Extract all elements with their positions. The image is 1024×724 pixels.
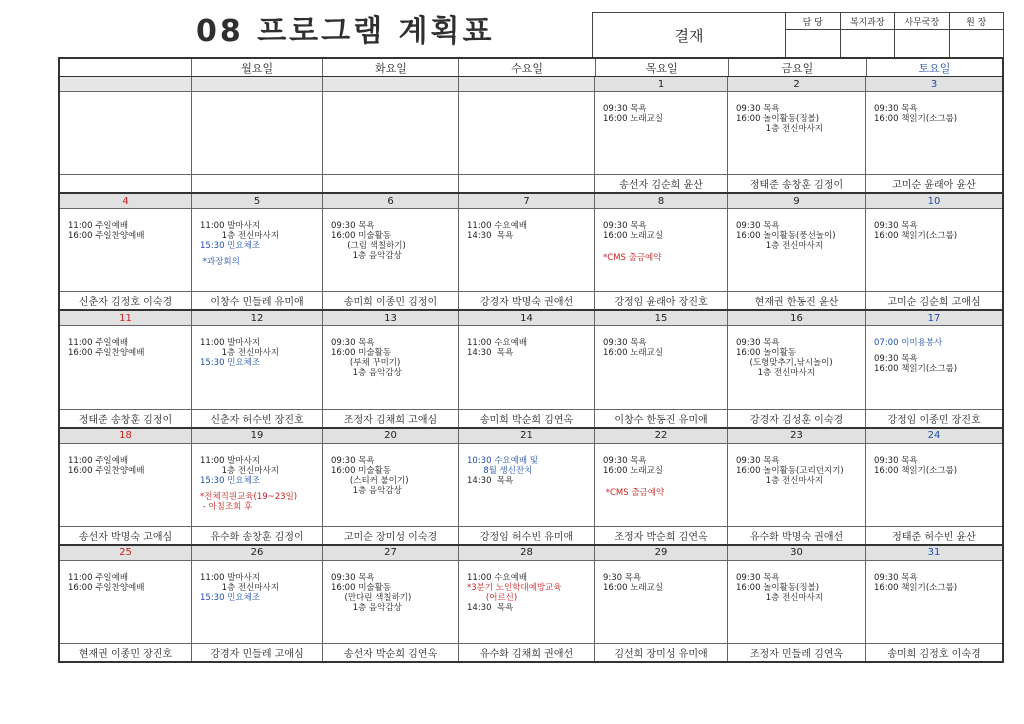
weekday-header: 월요일 <box>192 59 323 76</box>
schedule-line: 1층 음악감상 <box>331 251 402 262</box>
weekday-header: 화요일 <box>323 59 459 76</box>
day-cell <box>595 194 728 309</box>
schedule-line: 11:00 주일예배 <box>68 572 129 583</box>
schedule-body <box>60 209 191 291</box>
day-cell <box>459 77 595 192</box>
schedule-line: *3분기 노인학대예방교육 <box>467 582 562 593</box>
schedule-body <box>459 92 594 174</box>
week-row <box>60 546 1002 661</box>
day-number: 29 <box>595 546 727 561</box>
schedule-line: 09:30 목욕 <box>736 104 780 114</box>
schedule-line: 1층 음악감상 <box>331 368 402 379</box>
schedule-line: 14:30 목욕 <box>467 231 514 242</box>
weekday-header: 수요일 <box>459 59 595 76</box>
approval-column <box>895 13 950 57</box>
staff-names <box>60 174 191 192</box>
schedule-line: 07:00 이미용봉사 <box>874 338 943 349</box>
schedule-line: 1층 전신마사지 <box>736 475 824 486</box>
schedule-line: 11:00 발마사지 <box>200 221 261 232</box>
day-number: 23 <box>728 429 865 444</box>
schedule-line: 11:00 발마사지 <box>200 338 261 349</box>
staff-names: 강경자 김성훈 이숙경 <box>728 409 865 427</box>
staff-names: 송미희 박순희 김연옥 <box>459 409 594 427</box>
schedule-body <box>60 92 191 174</box>
schedule-line: 14:30 목욕 <box>467 348 514 359</box>
day-cell <box>323 429 459 544</box>
schedule-line: 09:30 목욕 <box>603 455 647 466</box>
day-number <box>459 77 594 92</box>
schedule-line: *전체직원교육(19~23일) <box>200 491 298 502</box>
staff-names <box>323 174 458 192</box>
day-cell <box>728 546 866 661</box>
day-number: 21 <box>459 429 594 444</box>
signature-box <box>895 30 949 57</box>
schedule-line: 09:30 목욕 <box>736 338 780 349</box>
schedule-body <box>192 326 322 408</box>
staff-names: 강경자 민들레 고애심 <box>192 643 322 661</box>
day-number: 7 <box>459 194 594 209</box>
schedule-line: 16:00 미술활동 <box>331 465 392 476</box>
schedule-line: *CMS 출금예약 <box>603 487 665 498</box>
day-cell <box>459 429 595 544</box>
day-cell <box>60 77 192 192</box>
schedule-body <box>866 326 1002 408</box>
day-cell <box>595 77 728 192</box>
day-number <box>192 77 322 92</box>
staff-names: 이창수 민들레 유미애 <box>192 291 322 309</box>
day-cell <box>459 194 595 309</box>
staff-names: 신춘자 김정호 이숙경 <box>60 291 191 309</box>
day-number: 3 <box>866 77 1002 92</box>
approval-role: 원 장 <box>950 13 1004 30</box>
day-number: 17 <box>866 311 1002 326</box>
schedule-line: 1층 음악감상 <box>331 485 402 496</box>
staff-names: 조정자 김채희 고애심 <box>323 409 458 427</box>
schedule-line: 11:00 발마사지 <box>200 455 261 466</box>
day-number: 18 <box>60 429 191 444</box>
staff-names: 송미희 이종민 김정이 <box>323 291 458 309</box>
schedule-line: 09:30 목욕 <box>331 221 375 232</box>
day-cell <box>60 311 192 426</box>
weekday-header <box>60 59 192 76</box>
schedule-line: 1층 전신마사지 <box>200 348 279 359</box>
day-number: 28 <box>459 546 594 561</box>
schedule-body <box>866 561 1002 643</box>
signature-box <box>786 30 840 57</box>
staff-names: 유수화 박명숙 권애선 <box>728 526 865 544</box>
staff-names <box>192 174 322 192</box>
schedule-body <box>323 326 458 408</box>
schedule-line: 16:00 노래교실 <box>603 114 664 124</box>
schedule-line: 16:00 노래교실 <box>603 465 664 476</box>
day-number: 24 <box>866 429 1002 444</box>
staff-names: 김선희 장미성 유미애 <box>595 643 727 661</box>
staff-names: 현재권 이종민 장진호 <box>60 643 191 661</box>
staff-names: 송선자 박명숙 고애심 <box>60 526 191 544</box>
day-cell <box>728 311 866 426</box>
schedule-body <box>60 561 191 643</box>
weekday-header: 토요일 <box>918 61 951 75</box>
day-cell <box>192 77 323 192</box>
day-number: 5 <box>192 194 322 209</box>
schedule-body <box>459 209 594 291</box>
week-row <box>60 194 1002 311</box>
signature-box <box>950 30 1004 57</box>
day-cell <box>728 77 866 192</box>
schedule-line: 16:00 주일찬양예배 <box>68 582 145 593</box>
schedule-line: (만다린 색칠하기) <box>331 592 412 603</box>
day-cell <box>866 429 1002 544</box>
staff-names: 유수화 송창훈 김정이 <box>192 526 322 544</box>
schedule-line: 16:00 미술활동 <box>331 348 392 359</box>
staff-names: 현재권 한동진 윤산 <box>728 291 865 309</box>
day-number: 19 <box>192 429 322 444</box>
schedule-line: 10:30 수요예배 및 <box>467 455 538 466</box>
schedule-body <box>728 326 865 408</box>
schedule-line: 16:00 책읽기(소그룹) <box>874 364 958 375</box>
day-cell <box>60 194 192 309</box>
weekday-header: 목요일 <box>596 59 729 76</box>
schedule-body <box>728 444 865 526</box>
week-row <box>60 429 1002 546</box>
schedule-line: (부채 꾸미기) <box>331 358 401 369</box>
schedule-line: 8월 생신잔치 <box>467 465 533 476</box>
staff-names: 정태준 허수빈 윤산 <box>866 526 1002 544</box>
staff-names: 고미순 김순희 고애심 <box>866 291 1002 309</box>
schedule-body <box>728 92 865 174</box>
approval-column <box>950 13 1004 57</box>
staff-names: 이창수 한동진 유미애 <box>595 409 727 427</box>
schedule-line: 09:30 목욕 <box>603 221 647 232</box>
day-number: 15 <box>595 311 727 326</box>
staff-names: 고미순 장미성 이숙경 <box>323 526 458 544</box>
schedule-line: 16:00 미술활동 <box>331 231 392 242</box>
schedule-body <box>192 444 322 526</box>
approval-box <box>592 12 1004 58</box>
schedule-line: 09:30 목욕 <box>874 104 918 114</box>
schedule-line: (어르신) <box>467 592 518 603</box>
schedule-body <box>192 209 322 291</box>
schedule-body <box>459 561 594 643</box>
schedule-body <box>323 561 458 643</box>
approval-role: 담 당 <box>786 13 840 30</box>
signature-box <box>841 30 895 57</box>
schedule-line: 09:30 목욕 <box>736 455 780 466</box>
day-cell <box>728 194 866 309</box>
schedule-line: 14:30 목욕 <box>467 602 514 613</box>
schedule-line: 16:00 놀이활동(풍선놀이) <box>736 231 836 242</box>
schedule-body <box>595 561 727 643</box>
staff-names: 강정임 허수빈 유미애 <box>459 526 594 544</box>
schedule-line: 09:30 목욕 <box>331 572 375 583</box>
schedule-line: 11:00 수요예배 <box>467 572 528 583</box>
schedule-line: *과장회의 <box>200 257 240 268</box>
schedule-body <box>866 209 1002 291</box>
schedule-line: 11:00 수요예배 <box>467 338 528 349</box>
schedule-line: 14:30 목욕 <box>467 475 514 486</box>
day-cell <box>323 546 459 661</box>
schedule-line: 16:00 책읽기(소그룹) <box>874 582 958 593</box>
day-number: 4 <box>60 194 191 209</box>
schedule-body <box>595 444 727 526</box>
schedule-line: 11:00 주일예배 <box>68 338 129 349</box>
page-title: 08 프로그램 계획표 <box>196 14 495 49</box>
day-cell <box>866 194 1002 309</box>
schedule-line: 16:00 책읽기(소그룹) <box>874 231 958 242</box>
day-cell <box>595 429 728 544</box>
schedule-body <box>866 92 1002 174</box>
day-cell <box>728 429 866 544</box>
day-cell <box>595 546 728 661</box>
day-cell <box>192 194 323 309</box>
schedule-line: 15:30 민요체조 <box>200 475 261 486</box>
schedule-line: 9:30 목욕 <box>603 572 642 583</box>
schedule-line: 1층 전신마사지 <box>200 465 279 476</box>
schedule-body <box>323 209 458 291</box>
day-cell <box>866 311 1002 426</box>
schedule-body <box>595 209 727 291</box>
day-cell <box>192 311 323 426</box>
week-row <box>60 77 1002 194</box>
schedule-line: 09:30 목욕 <box>874 354 918 365</box>
approval-role: 복지과장 <box>841 13 895 30</box>
schedule-body <box>323 444 458 526</box>
staff-names: 송선자 박순희 김연옥 <box>323 643 458 661</box>
day-number: 14 <box>459 311 594 326</box>
schedule-body <box>323 92 458 174</box>
day-number: 1 <box>595 77 727 92</box>
schedule-body <box>459 326 594 408</box>
schedule-body <box>595 92 727 174</box>
day-number: 30 <box>728 546 865 561</box>
schedule-body <box>728 561 865 643</box>
day-number: 20 <box>323 429 458 444</box>
day-cell <box>595 311 728 426</box>
weekday-header: 금요일 <box>729 59 867 76</box>
day-number: 27 <box>323 546 458 561</box>
schedule-line: 16:00 놀이활동(징볼) <box>736 582 820 593</box>
schedule-line: 1층 전신마사지 <box>736 368 815 379</box>
schedule-line: (도형맞추기,낚시놀이) <box>736 358 833 369</box>
day-number: 6 <box>323 194 458 209</box>
schedule-line: 1층 전신마사지 <box>200 582 279 593</box>
schedule-line: 16:00 노래교실 <box>603 231 664 242</box>
day-number: 16 <box>728 311 865 326</box>
schedule-line: 11:00 주일예배 <box>68 221 129 232</box>
schedule-line: 1층 전신마사지 <box>736 241 824 252</box>
day-number <box>60 77 191 92</box>
schedule-line: 09:30 목욕 <box>736 221 780 232</box>
schedule-line: 11:00 발마사지 <box>200 572 261 583</box>
staff-names: 정태준 송창훈 김정이 <box>60 409 191 427</box>
weekday-header-row <box>60 59 1002 77</box>
schedule-body <box>192 561 322 643</box>
day-cell <box>323 77 459 192</box>
schedule-line: 1층 전신마사지 <box>736 592 824 603</box>
approval-label: 결재 <box>593 13 786 57</box>
schedule-line: 11:00 주일예배 <box>68 455 129 466</box>
day-number: 2 <box>728 77 865 92</box>
day-number: 12 <box>192 311 322 326</box>
schedule-line: 09:30 목욕 <box>736 572 780 583</box>
schedule-line: 16:00 노래교실 <box>603 348 664 359</box>
schedule-line: 09:30 목욕 <box>603 338 647 349</box>
schedule-line: 11:00 수요예배 <box>467 221 528 232</box>
schedule-line: 16:00 미술활동 <box>331 582 392 593</box>
staff-names: 유수화 김채희 권애선 <box>459 643 594 661</box>
schedule-line: 1층 전신마사지 <box>200 231 279 242</box>
schedule-line: 09:30 목욕 <box>874 455 918 466</box>
staff-names <box>459 174 594 192</box>
day-cell <box>459 311 595 426</box>
day-number: 10 <box>866 194 1002 209</box>
day-number: 25 <box>60 546 191 561</box>
schedule-line: - 아침조회 후 <box>200 501 253 512</box>
schedule-line: 15:30 민요체조 <box>200 592 261 603</box>
staff-names: 강정임 윤래아 장진호 <box>595 291 727 309</box>
schedule-line: 09:30 목욕 <box>331 455 375 466</box>
schedule-body <box>60 326 191 408</box>
day-number: 11 <box>60 311 191 326</box>
schedule-body <box>60 444 191 526</box>
day-number: 8 <box>595 194 727 209</box>
schedule-line: 09:30 목욕 <box>874 221 918 232</box>
schedule-line: 1층 음악감상 <box>331 602 402 613</box>
schedule-line: 16:00 노래교실 <box>603 582 664 593</box>
approval-role: 사무국장 <box>895 13 949 30</box>
day-number: 22 <box>595 429 727 444</box>
day-number <box>323 77 458 92</box>
schedule-line: 15:30 민요체조 <box>200 241 261 252</box>
staff-names: 송미희 김정호 이숙경 <box>866 643 1002 661</box>
day-cell <box>866 546 1002 661</box>
schedule-line: 15:30 민요체조 <box>200 358 261 369</box>
staff-names: 송선자 김순희 윤산 <box>595 174 727 192</box>
day-cell <box>60 429 192 544</box>
day-cell <box>459 546 595 661</box>
schedule-line: 16:00 놀이활동(고리던지기) <box>736 465 844 476</box>
schedule-line: (그림 색칠하기) <box>331 241 406 252</box>
schedule-line: 16:00 주일찬양예배 <box>68 348 145 359</box>
staff-names: 고미순 윤래아 윤산 <box>866 174 1002 192</box>
day-cell <box>323 311 459 426</box>
schedule-line: 1층 전신마사지 <box>736 124 824 134</box>
approval-column <box>841 13 896 57</box>
schedule-line: *CMS 출금예약 <box>603 253 662 264</box>
schedule-body <box>192 92 322 174</box>
schedule-line: (스티커 붙이기) <box>331 475 409 486</box>
schedule-line: 16:00 주일찬양예배 <box>68 231 145 242</box>
schedule-body <box>595 326 727 408</box>
staff-names: 강정임 이종민 장진호 <box>866 409 1002 427</box>
day-cell <box>60 546 192 661</box>
schedule-body <box>728 209 865 291</box>
schedule-body <box>866 444 1002 526</box>
staff-names: 조정자 민들레 김연옥 <box>728 643 865 661</box>
schedule-line: 09:30 목욕 <box>603 104 647 114</box>
schedule-line: 16:00 주일찬양예배 <box>68 465 145 476</box>
schedule-line: 09:30 목욕 <box>331 338 375 349</box>
staff-names: 조정자 박순희 김연옥 <box>595 526 727 544</box>
schedule-line: 16:00 책읽기(소그룹) <box>874 465 958 476</box>
schedule-body <box>459 444 594 526</box>
schedule-line: 09:30 목욕 <box>874 572 918 583</box>
day-number: 9 <box>728 194 865 209</box>
staff-names: 신춘자 허수빈 장진호 <box>192 409 322 427</box>
week-row <box>60 311 1002 428</box>
staff-names: 정태준 송창훈 김정이 <box>728 174 865 192</box>
day-number: 26 <box>192 546 322 561</box>
day-number: 31 <box>866 546 1002 561</box>
approval-column <box>786 13 841 57</box>
day-number: 13 <box>323 311 458 326</box>
day-cell <box>866 77 1002 192</box>
schedule-line: 16:00 책읽기(소그룹) <box>874 114 958 124</box>
day-cell <box>192 546 323 661</box>
day-cell <box>192 429 323 544</box>
day-cell <box>323 194 459 309</box>
staff-names: 강경자 박명숙 권애선 <box>459 291 594 309</box>
program-calendar <box>58 57 1004 663</box>
schedule-line: 16:00 놀이활동 <box>736 348 797 359</box>
schedule-line: 16:00 놀이활동(징볼) <box>736 114 820 124</box>
